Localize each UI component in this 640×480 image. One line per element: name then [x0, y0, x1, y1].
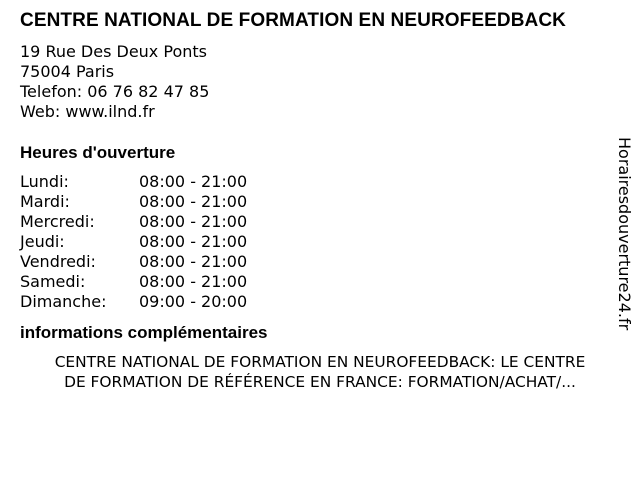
phone-number: Telefon: 06 76 82 47 85: [20, 82, 210, 101]
time-range: 08:00 - 21:00: [139, 192, 248, 211]
time-range: 08:00 - 21:00: [139, 252, 248, 271]
day-label: Jeudi:: [20, 232, 65, 251]
hours-row-sunday: [20, 292, 618, 312]
time-range: 09:00 - 20:00: [139, 292, 248, 311]
day-label: Samedi:: [20, 272, 86, 291]
day-label: Lundi:: [20, 172, 69, 191]
website-link[interactable]: Web: www.ilnd.fr: [20, 102, 155, 121]
hours-row-saturday: [20, 272, 618, 292]
day-label: Mardi:: [20, 192, 70, 211]
hours-row-friday: [20, 252, 618, 272]
hours-row-thursday: [20, 232, 618, 252]
info-line-2: DE FORMATION DE RÉFÉRENCE EN FRANCE: FORMATION/ACHAT/...: [64, 373, 576, 391]
site-watermark: Horairesdouverture24.fr: [615, 137, 634, 331]
day-label: Vendredi:: [20, 252, 96, 271]
hours-row-monday: [20, 172, 618, 192]
business-card: [20, 10, 618, 392]
info-line-1: CENTRE NATIONAL DE FORMATION EN NEUROFEEDBACK: LE CENTRE: [54, 353, 586, 371]
time-range: 08:00 - 21:00: [139, 212, 248, 231]
info-description: [10, 352, 630, 392]
info-heading: informations complémentaires: [20, 323, 268, 342]
hours-heading: Heures d'ouverture: [20, 143, 176, 162]
time-range: 08:00 - 21:00: [139, 272, 248, 291]
day-label: Mercredi:: [20, 212, 95, 231]
contact-block: [20, 42, 618, 122]
address-city: 75004 Paris: [20, 62, 115, 81]
hours-row-wednesday: [20, 212, 618, 232]
hours-row-tuesday: [20, 192, 618, 212]
time-range: 08:00 - 21:00: [139, 172, 248, 191]
time-range: 08:00 - 21:00: [139, 232, 248, 251]
address-street: 19 Rue Des Deux Ponts: [20, 42, 207, 61]
opening-hours-table: [20, 172, 618, 312]
business-name: CENTRE NATIONAL DE FORMATION EN NEUROFEEDBACK: [20, 10, 566, 31]
day-label: Dimanche:: [20, 292, 107, 311]
